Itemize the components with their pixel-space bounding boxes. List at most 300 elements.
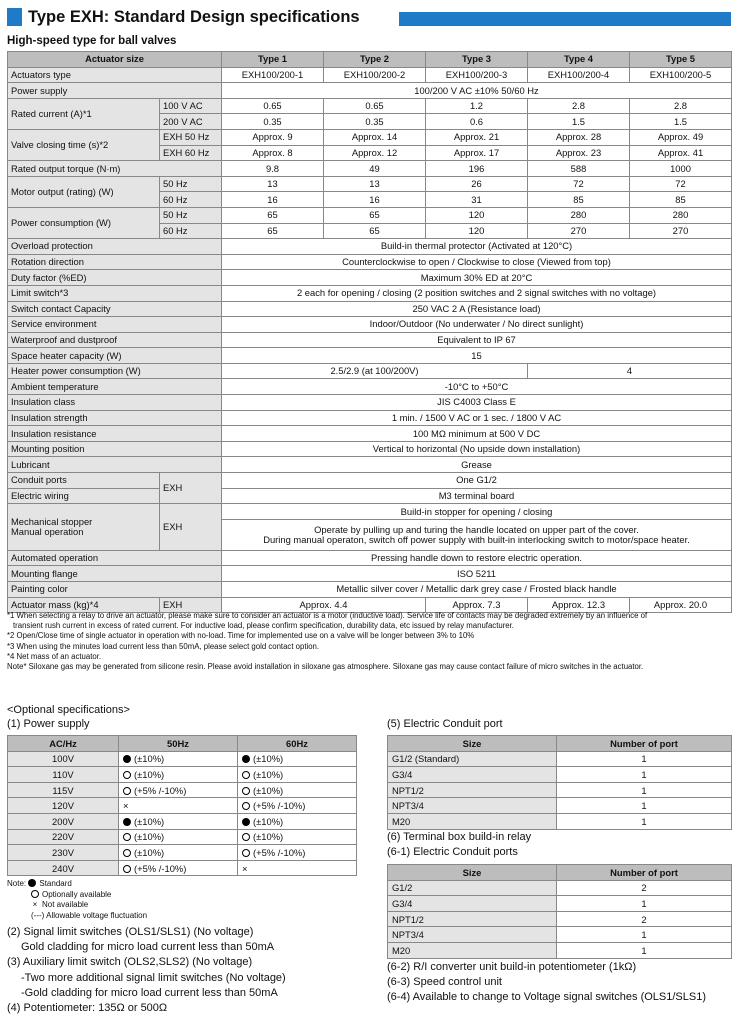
cell: EXH100/200-5: [630, 67, 732, 83]
table-row: [8, 488, 732, 504]
cell: Metallic silver cover / Metallic dark grey case / Frosted black handle: [222, 582, 732, 598]
tolerance-text: (+5% /-10%): [134, 862, 187, 874]
table-row: [8, 301, 732, 317]
size-cell: NPT1/2: [388, 911, 557, 927]
voltage-cell: 120V: [8, 798, 119, 814]
cell: One G1/2: [222, 473, 732, 489]
table-row: [8, 782, 357, 798]
header-cell: Number of port: [557, 736, 732, 752]
cell: Approx. 28: [528, 129, 630, 145]
table-row: [8, 379, 732, 395]
cell: 13: [222, 176, 324, 192]
cell: 588: [528, 161, 630, 177]
cell: 65: [324, 207, 426, 223]
optional-ring-icon: [242, 833, 250, 841]
cell: Approx. 14: [324, 129, 426, 145]
port-count-cell: 2: [557, 880, 732, 896]
table-row: [388, 751, 732, 767]
cell: [222, 519, 732, 550]
cell: Maximum 30% ED at 20°C: [222, 270, 732, 286]
cell: Approx. 9: [222, 129, 324, 145]
table-row: [8, 504, 732, 520]
table-row: [8, 426, 732, 442]
cell: ISO 5211: [222, 566, 732, 582]
optional-heading: <Optional specifications>: [7, 704, 130, 716]
table-row: [8, 207, 732, 223]
cell: Build-in stopper for opening / closing: [222, 504, 732, 520]
cell: 65: [222, 207, 324, 223]
header-cell: Size: [388, 865, 557, 881]
cell: 65: [324, 223, 426, 239]
table-row: [8, 798, 357, 814]
cell: Indoor/Outdoor (No underwater / No direct sunlight): [222, 317, 732, 333]
table-row: [8, 67, 732, 83]
optional-items-right: [387, 960, 706, 1006]
table-row: [8, 270, 732, 286]
tolerance-text: (±10%): [253, 753, 284, 765]
not-available-icon: ×: [32, 900, 38, 909]
row-sublabel: 100 V AC: [160, 98, 222, 114]
cell: Grease: [222, 457, 732, 473]
cell: Approx. 4.4: [222, 597, 426, 613]
header-cell: 50Hz: [119, 736, 238, 752]
row-label: Insulation strength: [8, 410, 222, 426]
cell: 100 MΩ minimum at 500 V DC: [222, 426, 732, 442]
row-label: Motor output (rating) (W): [8, 176, 160, 207]
voltage-cell: 240V: [8, 860, 119, 876]
row-label: Waterproof and dustproof: [8, 332, 222, 348]
optional-ring-icon: [242, 771, 250, 779]
size-cell: G1/2: [388, 880, 557, 896]
row-sublabel: EXH: [160, 473, 222, 504]
port-count-cell: 1: [557, 813, 732, 829]
cell: 0.35: [222, 114, 324, 130]
table-row: [8, 582, 732, 598]
availability-cell: [119, 798, 238, 814]
size-cell: G1/2 (Standard): [388, 751, 557, 767]
not-available-icon: ×: [123, 800, 129, 812]
table-row: [8, 363, 732, 379]
cell: 31: [426, 192, 528, 208]
header-cell: Type 2: [324, 52, 426, 68]
cell: Approx. 12.3: [528, 597, 630, 613]
row-label: Overload protection: [8, 239, 222, 255]
table-row: [8, 285, 732, 301]
cell: 270: [630, 223, 732, 239]
optional-ring-icon: [123, 833, 131, 841]
table-row: [388, 896, 732, 912]
cell: 2.8: [630, 98, 732, 114]
tolerance-text: (±10%): [134, 753, 165, 765]
cell: Approx. 49: [630, 129, 732, 145]
spec-header-row: [8, 52, 732, 68]
row-label: Duty factor (%ED): [8, 270, 222, 286]
row-label: Actuator mass (kg)*4: [8, 597, 160, 613]
cell: 49: [324, 161, 426, 177]
cell: 15: [222, 348, 732, 364]
list-item: -Two more additional signal limit switches (No voltage): [21, 971, 286, 984]
optional-ring-icon: [123, 865, 131, 873]
optional-ring-icon: [242, 802, 250, 810]
table-row: [388, 798, 732, 814]
standard-dot-icon: [242, 755, 250, 763]
availability-cell: [119, 813, 238, 829]
optional-ring-icon: [242, 787, 250, 795]
cell: 196: [426, 161, 528, 177]
cell: 1.5: [528, 114, 630, 130]
table-row: [8, 550, 732, 566]
row-label: Automated operation: [8, 550, 222, 566]
footnotes: [7, 611, 731, 672]
table-row: [8, 566, 732, 582]
cell: JIS C4003 Class E: [222, 395, 732, 411]
header-cell: Actuator size: [8, 52, 222, 68]
list-item: Gold cladding for micro load current less than 50mA: [21, 941, 275, 954]
port-count-cell: 1: [557, 896, 732, 912]
table-row: [8, 845, 357, 861]
row-label: Electric wiring: [8, 488, 160, 504]
port-count-cell: 1: [557, 751, 732, 767]
cell: M3 terminal board: [222, 488, 732, 504]
header-cell: Size: [388, 736, 557, 752]
cell: 0.6: [426, 114, 528, 130]
standard-dot-icon: [123, 818, 131, 826]
size-cell: NPT3/4: [388, 927, 557, 943]
table-row: [388, 942, 732, 958]
header-cell: Number of port: [557, 865, 732, 881]
row-label: Painting color: [8, 582, 222, 598]
terminal-subtitle: (6-1) Electric Conduit ports: [387, 846, 518, 858]
row-label: Rotation direction: [8, 254, 222, 270]
row-label: Valve closing time (s)*2: [8, 129, 160, 160]
availability-cell: [238, 767, 357, 783]
header-cell: 60Hz: [238, 736, 357, 752]
voltage-cell: 100V: [8, 751, 119, 767]
cell: 280: [630, 207, 732, 223]
table-header-row: [388, 736, 732, 752]
cell: 0.65: [222, 98, 324, 114]
tolerance-text: (±10%): [253, 768, 284, 780]
standard-dot-icon: [28, 879, 36, 887]
size-cell: NPT3/4: [388, 798, 557, 814]
cell: Approx. 23: [528, 145, 630, 161]
table-row: [8, 83, 732, 99]
header-cell: Type 5: [630, 52, 732, 68]
cell: 13: [324, 176, 426, 192]
availability-cell: [238, 829, 357, 845]
section-subtitle: High-speed type for ball valves: [7, 35, 177, 47]
table-row: [388, 927, 732, 943]
table-row: [388, 911, 732, 927]
cell: Approx. 7.3: [426, 597, 528, 613]
footnote: *1 When selecting a relay to drive an actuator, please make sure to consider an actuator is a motor (inductive load). Service life of contacts may be degraded extremely by an influence of: [7, 611, 648, 620]
cell: 85: [630, 192, 732, 208]
tolerance-text: (±10%): [253, 815, 284, 827]
cell: Approx. 41: [630, 145, 732, 161]
row-label: Power consumption (W): [8, 207, 160, 238]
voltage-cell: 110V: [8, 767, 119, 783]
manual-op-label: Manual operation: [11, 526, 84, 538]
table-row: [388, 813, 732, 829]
voltage-cell: 200V: [8, 813, 119, 829]
row-sublabel: EXH 50 Hz: [160, 129, 222, 145]
row-label: Rated current (A)*1: [8, 98, 160, 129]
row-sublabel: 60 Hz: [160, 223, 222, 239]
table-row: [8, 829, 357, 845]
list-item: (6-2) R/I converter unit build-in potentiometer (1kΩ): [387, 961, 637, 973]
row-label: Rated output torque (N·m): [8, 161, 222, 177]
voltage-cell: 220V: [8, 829, 119, 845]
cell: 72: [528, 176, 630, 192]
availability-cell: [119, 767, 238, 783]
row-sublabel: 200 V AC: [160, 114, 222, 130]
row-sublabel: EXH: [160, 504, 222, 551]
row-label: Conduit ports: [8, 473, 160, 489]
cell: Vertical to horizontal (No upside down installation): [222, 441, 732, 457]
row-label: Actuators type: [8, 67, 222, 83]
table-row: [8, 860, 357, 876]
voltage-cell: 230V: [8, 845, 119, 861]
title-marker: [7, 8, 22, 26]
header-cell: Type 4: [528, 52, 630, 68]
footnote: *4 Net mass of an actuator.: [7, 651, 102, 661]
cell: EXH100/200-4: [528, 67, 630, 83]
port-count-cell: 1: [557, 798, 732, 814]
table-row: [8, 176, 732, 192]
tolerance-text: (±10%): [134, 831, 165, 843]
tolerance-text: (±10%): [134, 815, 165, 827]
table-row: [8, 254, 732, 270]
voltage-cell: 115V: [8, 782, 119, 798]
row-label: Lubricant: [8, 457, 222, 473]
availability-cell: [238, 813, 357, 829]
row-label: Insulation resistance: [8, 426, 222, 442]
cell: 65: [222, 223, 324, 239]
manual-op-line: Operate by pulling up and turing the handle located on upper part of the cover.: [314, 523, 639, 535]
optional-ring-icon: [242, 849, 250, 857]
table-row: [8, 441, 732, 457]
tolerance-text: (±10%): [134, 846, 165, 858]
cell: EXH100/200-2: [324, 67, 426, 83]
table-header-row: [8, 736, 357, 752]
cell: 120: [426, 207, 528, 223]
cell: Approx. 17: [426, 145, 528, 161]
row-label: Power supply: [8, 83, 222, 99]
list-item: (6-4) Available to change to Voltage signal switches (OLS1/SLS1): [387, 991, 706, 1004]
cell: Approx. 21: [426, 129, 528, 145]
row-sublabel: EXH: [160, 597, 222, 613]
table-row: [8, 410, 732, 426]
cell: 120: [426, 223, 528, 239]
port-count-cell: 1: [557, 927, 732, 943]
cell: Build-in thermal protector (Activated at 120°C): [222, 239, 732, 255]
tolerance-text: (±10%): [134, 768, 165, 780]
cell: Approx. 12: [324, 145, 426, 161]
cell: EXH100/200-3: [426, 67, 528, 83]
row-sublabel: 50 Hz: [160, 207, 222, 223]
table-row: [8, 457, 732, 473]
terminal-title: (6) Terminal box build-in relay: [387, 831, 532, 843]
header-cell: Type 1: [222, 52, 324, 68]
availability-cell: [238, 798, 357, 814]
power-supply-title: (1) Power supply: [7, 718, 90, 730]
cell: 9.8: [222, 161, 324, 177]
row-label: Limit switch*3: [8, 285, 222, 301]
cell: 100/200 V AC ±10% 50/60 Hz: [222, 83, 732, 99]
size-cell: M20: [388, 942, 557, 958]
header-cell: AC/Hz: [8, 736, 119, 752]
list-item: (2) Signal limit switches (OLS1/SLS1) (No voltage): [7, 926, 254, 938]
table-row: [388, 880, 732, 896]
list-item: -Gold cladding for micro load current less than 50mA: [21, 986, 278, 999]
optional-items-left: [7, 925, 286, 1016]
standard-dot-icon: [242, 818, 250, 826]
tolerance-text: (±10%): [253, 831, 284, 843]
availability-cell: [238, 782, 357, 798]
port-count-cell: 1: [557, 782, 732, 798]
tolerance-text: (±10%): [253, 784, 284, 796]
table-row: [8, 98, 732, 114]
table-row: [8, 813, 357, 829]
legend-not-available: Not available: [42, 900, 89, 909]
cell: EXH100/200-1: [222, 67, 324, 83]
cell: 1.5: [630, 114, 732, 130]
legend-standard: Standard: [39, 879, 72, 888]
table-row: [8, 473, 732, 489]
port-count-cell: 1: [557, 767, 732, 783]
title-rule: [399, 12, 731, 26]
mech-stopper-label: Mechanical stopper: [11, 516, 93, 528]
cell: 2.5/2.9 (at 100/200V): [222, 363, 528, 379]
footnote: *2 Open/Close time of single actuator in operation with no-load. Time for implemented use on a valve will be longer between 3% to 10%: [7, 631, 475, 641]
availability-cell: [238, 751, 357, 767]
power-supply-table: [7, 735, 357, 876]
table-row: [8, 129, 732, 145]
availability-cell: [119, 860, 238, 876]
cell: 85: [528, 192, 630, 208]
availability-cell: [119, 751, 238, 767]
conduit-title: (5) Electric Conduit port: [387, 718, 503, 730]
not-available-icon: ×: [242, 862, 248, 874]
size-cell: NPT1/2: [388, 782, 557, 798]
cell: 1 min. / 1500 V AC or 1 sec. / 1800 V AC: [222, 410, 732, 426]
cell: 2.8: [528, 98, 630, 114]
optional-ring-icon: [123, 787, 131, 795]
availability-cell: [119, 845, 238, 861]
optional-ring-icon: [123, 849, 131, 857]
list-item: (6-3) Speed control unit: [387, 976, 502, 989]
availability-cell: [238, 845, 357, 861]
cell: 16: [222, 192, 324, 208]
row-sublabel: 60 Hz: [160, 192, 222, 208]
row-sublabel: EXH 60 Hz: [160, 145, 222, 161]
optional-ring-icon: [123, 771, 131, 779]
availability-cell: [119, 782, 238, 798]
row-label: Switch contact Capacity: [8, 301, 222, 317]
footnote: *3 When using the minutes load current less than 50mA, please select gold contact option.: [7, 641, 320, 651]
table-row: [8, 332, 732, 348]
conduit-table: [387, 735, 732, 830]
table-row: [8, 767, 357, 783]
optional-ring-icon: [31, 890, 39, 898]
cell: -10°C to +50°C: [222, 379, 732, 395]
table-row: [388, 782, 732, 798]
cell: 26: [426, 176, 528, 192]
row-label: Heater power consumption (W): [8, 363, 222, 379]
table-row: [8, 161, 732, 177]
table-header-row: [388, 865, 732, 881]
cell: 0.65: [324, 98, 426, 114]
cell: 1000: [630, 161, 732, 177]
cell: Counterclockwise to open / Clockwise to close (Viewed from top): [222, 254, 732, 270]
cell: 270: [528, 223, 630, 239]
table-row: [388, 767, 732, 783]
size-cell: G3/4: [388, 896, 557, 912]
list-item: (4) Potentiometer: 135Ω or 500Ω: [7, 1002, 168, 1015]
cell: 2 each for opening / closing (2 position switches and 2 signal switches with no voltage): [222, 285, 732, 301]
power-legend: [7, 879, 147, 921]
tolerance-text: (+5% /-10%): [253, 846, 306, 858]
cell: Approx. 8: [222, 145, 324, 161]
size-cell: G3/4: [388, 767, 557, 783]
row-label: Service environment: [8, 317, 222, 333]
terminal-conduit-table: [387, 864, 732, 959]
page-title-bar: [7, 7, 731, 27]
cell: 4: [528, 363, 732, 379]
table-row: [8, 239, 732, 255]
tolerance-text: (+5% /-10%): [253, 800, 306, 812]
cell: 0.35: [324, 114, 426, 130]
availability-cell: [119, 829, 238, 845]
size-cell: M20: [388, 813, 557, 829]
footnote: transient rush current in excess of rated current. For inductive load, please confirm specification, durability data, etc issued by relay manufacturer.: [13, 621, 514, 631]
port-count-cell: 2: [557, 911, 732, 927]
row-label: Insulation class: [8, 395, 222, 411]
availability-cell: [238, 860, 357, 876]
standard-dot-icon: [123, 755, 131, 763]
footnote: Note* Siloxane gas may be generated from silicone resin. Please avoid installation in siloxane gas atmosphere. Siloxane gas may cause contact failure of micro switches in the actuator.: [7, 662, 644, 672]
header-cell: Type 3: [426, 52, 528, 68]
tolerance-text: (+5% /-10%): [134, 784, 187, 796]
cell: 72: [630, 176, 732, 192]
cell: Pressing handle down to restore electric operation.: [222, 550, 732, 566]
row-label: Mounting position: [8, 441, 222, 457]
cell: 250 VAC 2 A (Resistance load): [222, 301, 732, 317]
table-row: [8, 317, 732, 333]
row-label: [8, 504, 160, 551]
row-label: Space heater capacity (W): [8, 348, 222, 364]
list-item: (3) Auxiliary limit switch (OLS2,SLS2) (No voltage): [7, 956, 253, 969]
cell: 280: [528, 207, 630, 223]
table-row: [8, 395, 732, 411]
table-row: [8, 751, 357, 767]
cell: Approx. 20.0: [630, 597, 732, 613]
page-title: Type EXH: Standard Design specifications: [28, 8, 360, 26]
legend-note-label: Note:: [7, 879, 27, 888]
spec-table: [7, 51, 732, 613]
port-count-cell: 1: [557, 942, 732, 958]
legend-optional: Optionally available: [42, 889, 112, 899]
manual-op-line: During manual operaton, switch off power supply with built-in interlocking switch to motor/space heater.: [263, 533, 690, 545]
row-sublabel: 50 Hz: [160, 176, 222, 192]
cell: Equivalent to IP 67: [222, 332, 732, 348]
row-label: Mounting flange: [8, 566, 222, 582]
legend-fluctuation: (---) Allowable voltage fluctuation: [31, 910, 148, 920]
cell: 1.2: [426, 98, 528, 114]
table-row: [8, 348, 732, 364]
cell: 16: [324, 192, 426, 208]
row-label: Ambient temperature: [8, 379, 222, 395]
